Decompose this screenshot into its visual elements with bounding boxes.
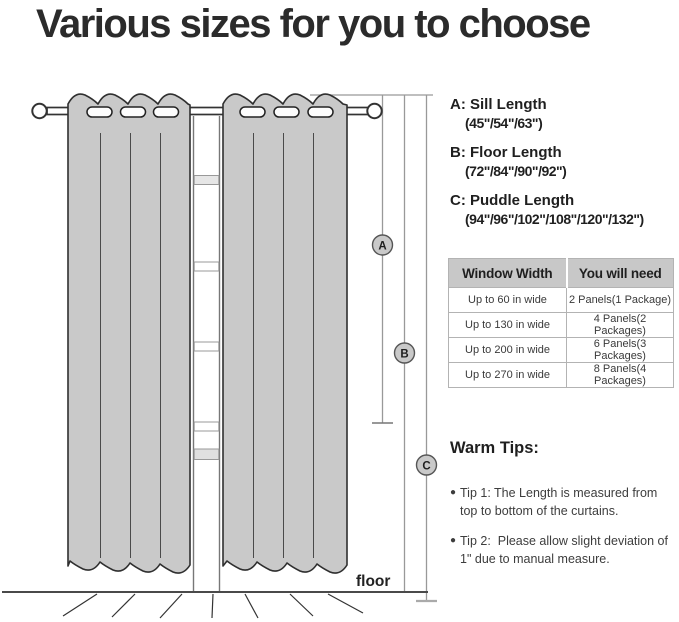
legend-label: C: Puddle Length xyxy=(450,192,575,209)
curtain-panel-left xyxy=(68,94,190,573)
legend-values: (94"/96"/102"/108"/120"/132") xyxy=(465,211,644,227)
panel-size-table xyxy=(448,258,674,388)
table-cell: Up to 60 in wide xyxy=(449,288,567,313)
table-header-row xyxy=(449,259,674,288)
table-cell: 8 Panels(4 Packages) xyxy=(567,363,674,388)
legend-item-floor xyxy=(450,144,679,180)
tips-heading: Warm Tips: xyxy=(450,439,539,457)
table-row xyxy=(449,288,674,313)
legend-label: B: Floor Length xyxy=(450,144,562,161)
length-legend xyxy=(450,96,679,240)
legend-item-sill xyxy=(450,96,679,132)
table-cell: Up to 130 in wide xyxy=(449,313,567,338)
window-sill xyxy=(194,449,219,460)
legend-label: A: Sill Length xyxy=(450,96,547,113)
grommet-slots xyxy=(240,107,333,117)
tip-text: Tip 2: Please allow slight deviation of 1" due to manual measure. xyxy=(460,534,668,566)
marker-b xyxy=(395,343,415,363)
table-header-cell: Window Width xyxy=(449,259,567,288)
window-rail xyxy=(194,342,219,351)
table-cell: 6 Panels(3 Packages) xyxy=(567,338,674,363)
window-rail xyxy=(194,262,219,271)
curtain-panel-right xyxy=(223,94,347,573)
window-rail xyxy=(194,176,219,185)
legend-item-puddle xyxy=(450,192,679,228)
rod-finial-right xyxy=(367,104,381,118)
table-row xyxy=(449,338,674,363)
table-header-cell: You will need xyxy=(567,259,674,288)
svg-text:C: C xyxy=(422,460,431,473)
marker-c xyxy=(417,455,437,475)
table-cell: Up to 270 in wide xyxy=(449,363,567,388)
window-rail xyxy=(194,422,219,431)
svg-text:B: B xyxy=(400,348,409,361)
bullet-icon: ● xyxy=(450,535,457,546)
table-cell: Up to 200 in wide xyxy=(449,338,567,363)
table-row xyxy=(449,363,674,388)
svg-text:A: A xyxy=(378,240,387,253)
marker-a xyxy=(373,235,393,255)
floor-hatch xyxy=(63,594,363,618)
grommet-slots xyxy=(87,107,179,117)
table-cell: 4 Panels(2 Packages) xyxy=(567,313,674,338)
table-cell: 2 Panels(1 Package) xyxy=(567,288,674,313)
tip-item xyxy=(450,484,676,520)
table-row xyxy=(449,313,674,338)
legend-values: (72"/84"/90"/92") xyxy=(465,163,567,179)
window-frame xyxy=(194,116,220,591)
page-title: Various sizes for you to choose xyxy=(36,2,590,46)
floor-label: floor xyxy=(356,573,391,590)
warm-tips xyxy=(450,439,676,580)
tip-item xyxy=(450,532,676,568)
rod-finial-left xyxy=(32,104,46,118)
bullet-icon: ● xyxy=(450,487,457,498)
tip-text: Tip 1: The Length is measured from top to bottom of the curtains. xyxy=(460,486,658,518)
legend-values: (45"/54"/63") xyxy=(465,115,543,131)
